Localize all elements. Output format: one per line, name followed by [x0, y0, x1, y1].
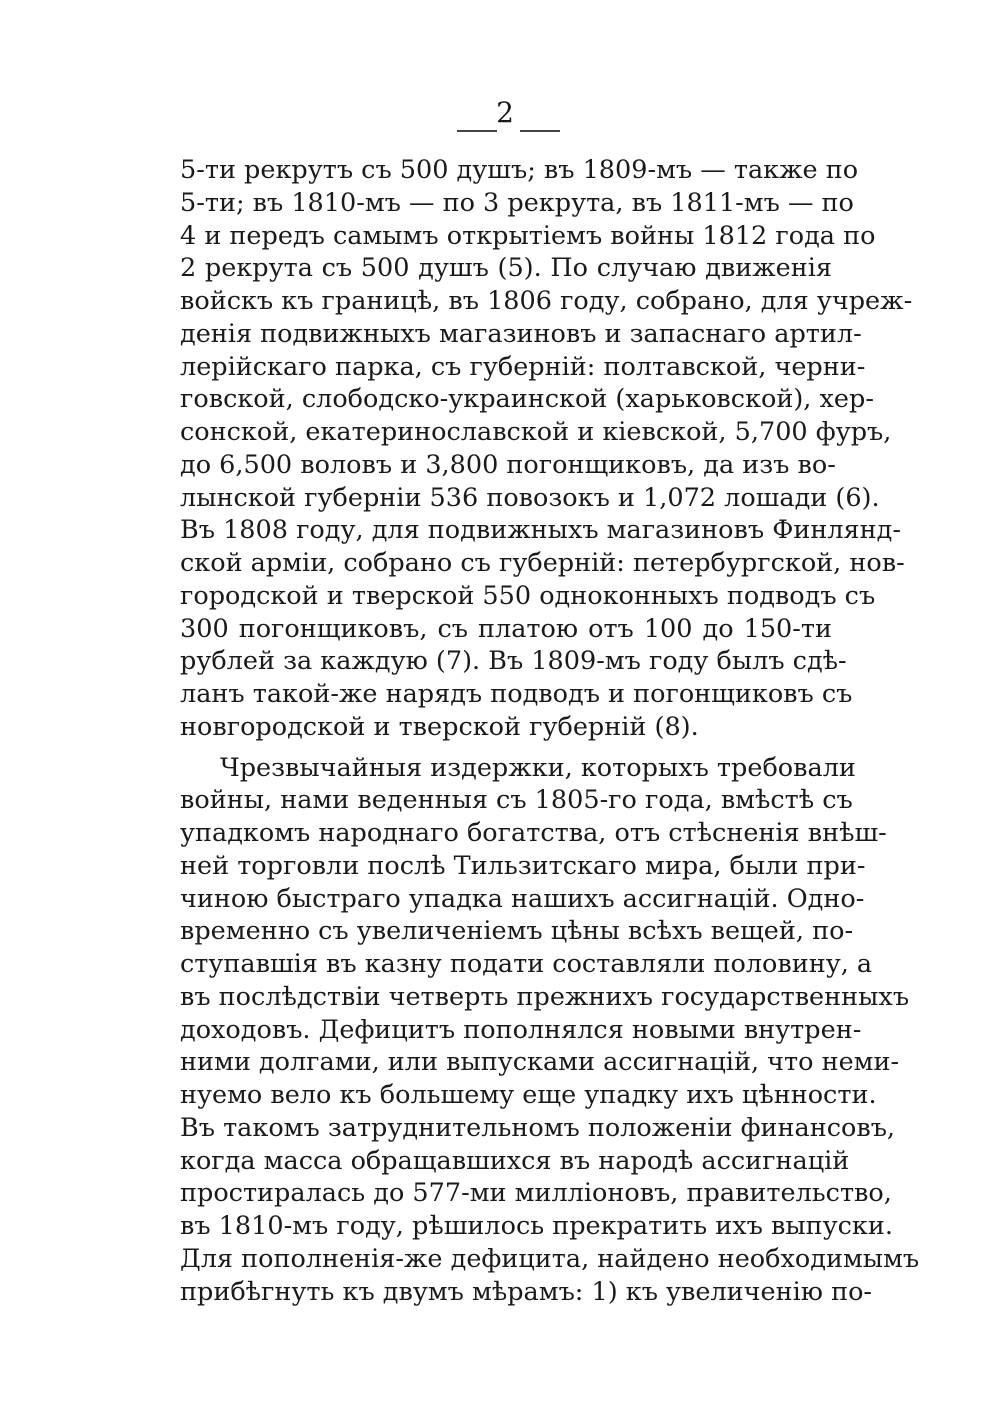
text-line: Въ такомъ затруднительномъ положеніи финансовъ, [180, 1112, 896, 1143]
text-line: упадкомъ народнаго богатства, отъ стѣсненія внѣш- [180, 818, 887, 848]
page-number-rule-right [520, 130, 560, 132]
text-line: новгородской и тверской губерній (8). [180, 711, 699, 742]
text-line: лерійскаго парка, съ губерній: полтавской, черни- [180, 351, 866, 382]
text-line: ними долгами, или выпусками ассигнацій, что неми- [180, 1047, 900, 1078]
text-line: городской и тверской 550 одноконныхъ подводъ съ [180, 580, 876, 611]
text-line: рублей за каждую (7). Въ 1809-мъ году былъ сдѣ- [180, 646, 847, 677]
text-line: лынской губерніи 536 повозокъ и 1,072 лошади (6). [180, 482, 880, 513]
text-line: говской, слободско-украинской (харьковской), хер- [180, 384, 874, 415]
paragraph-1 [180, 154, 913, 744]
text-line: 4 и передъ самымъ открытіемъ войны 1812 года по [180, 220, 876, 251]
text-line: Въ 1808 году, для подвижныхъ магазиновъ Финлянд- [180, 515, 901, 546]
text-line: въ 1810-мъ году, рѣшилось прекратить ихъ выпуски. [180, 1211, 893, 1241]
text-line: нуемо вело къ большему еще упадку ихъ цѣнности. [180, 1080, 877, 1110]
text-line: ланъ такой-же нарядъ подводъ и погонщиковъ съ [180, 679, 853, 709]
text-line: сонской, екатеринославской и кіевской, 5,700 фуръ, [180, 417, 892, 447]
text-line: войскъ къ границѣ, въ 1806 году, собрано, для учреж- [180, 286, 913, 316]
text-line: Чрезвычайныя издержки, которыхъ требовали [220, 752, 856, 783]
text-line: ней торговли послѣ Тильзитскаго мира, были при- [180, 850, 866, 881]
text-line: прибѣгнуть къ двумъ мѣрамъ: 1) къ увеличенію по- [180, 1276, 873, 1307]
text-line: временно съ увеличеніемъ цѣны всѣхъ вещей, по- [180, 916, 854, 947]
body-text [180, 154, 920, 1308]
text-line: простиралась до 577-ми милліоновъ, правительство, [180, 1178, 892, 1209]
text-line: Для пополненія-же дефицита, найдено необходимымъ [180, 1243, 920, 1274]
text-line: 300 погонщиковъ, съ платою отъ 100 до 150-ти [180, 613, 832, 644]
text-line: ступавшія въ казну подати составляли половину, а [180, 949, 873, 979]
text-line: 5-ти рекрутъ съ 500 душъ; въ 1809-мъ — также по [180, 155, 859, 185]
text-line: въ послѣдствіи четверть прежнихъ государственныхъ [180, 981, 910, 1012]
text-line: когда масса обращавшихся въ народѣ ассигнацій [180, 1145, 850, 1176]
text-line: ской арміи, собрано съ губерній: петербургской, нов- [180, 548, 905, 578]
page-number: 2 [496, 96, 514, 129]
text-line: 5-ти; въ 1810-мъ — по 3 рекрута, въ 1811-мъ — по [180, 187, 854, 218]
text-line: до 6,500 воловъ и 3,800 погонщиковъ, да изъ во- [180, 449, 836, 480]
paragraph-2 [180, 752, 920, 1309]
text-line: 2 рекрута съ 500 душъ (5). По случаю движенія [180, 253, 832, 284]
text-line: денія подвижныхъ магазиновъ и запаснаго артил- [180, 318, 862, 349]
text-line: войны, нами веденныя съ 1805-го года, вмѣстѣ съ [180, 785, 853, 816]
text-line: доходовъ. Дефицитъ пополнялся новыми внутрен- [180, 1014, 862, 1045]
text-line: чиною быстраго упадка нашихъ ассигнацій. Одно- [180, 883, 865, 914]
page-number-rule-left [457, 130, 497, 132]
paragraph-gap [180, 744, 832, 752]
